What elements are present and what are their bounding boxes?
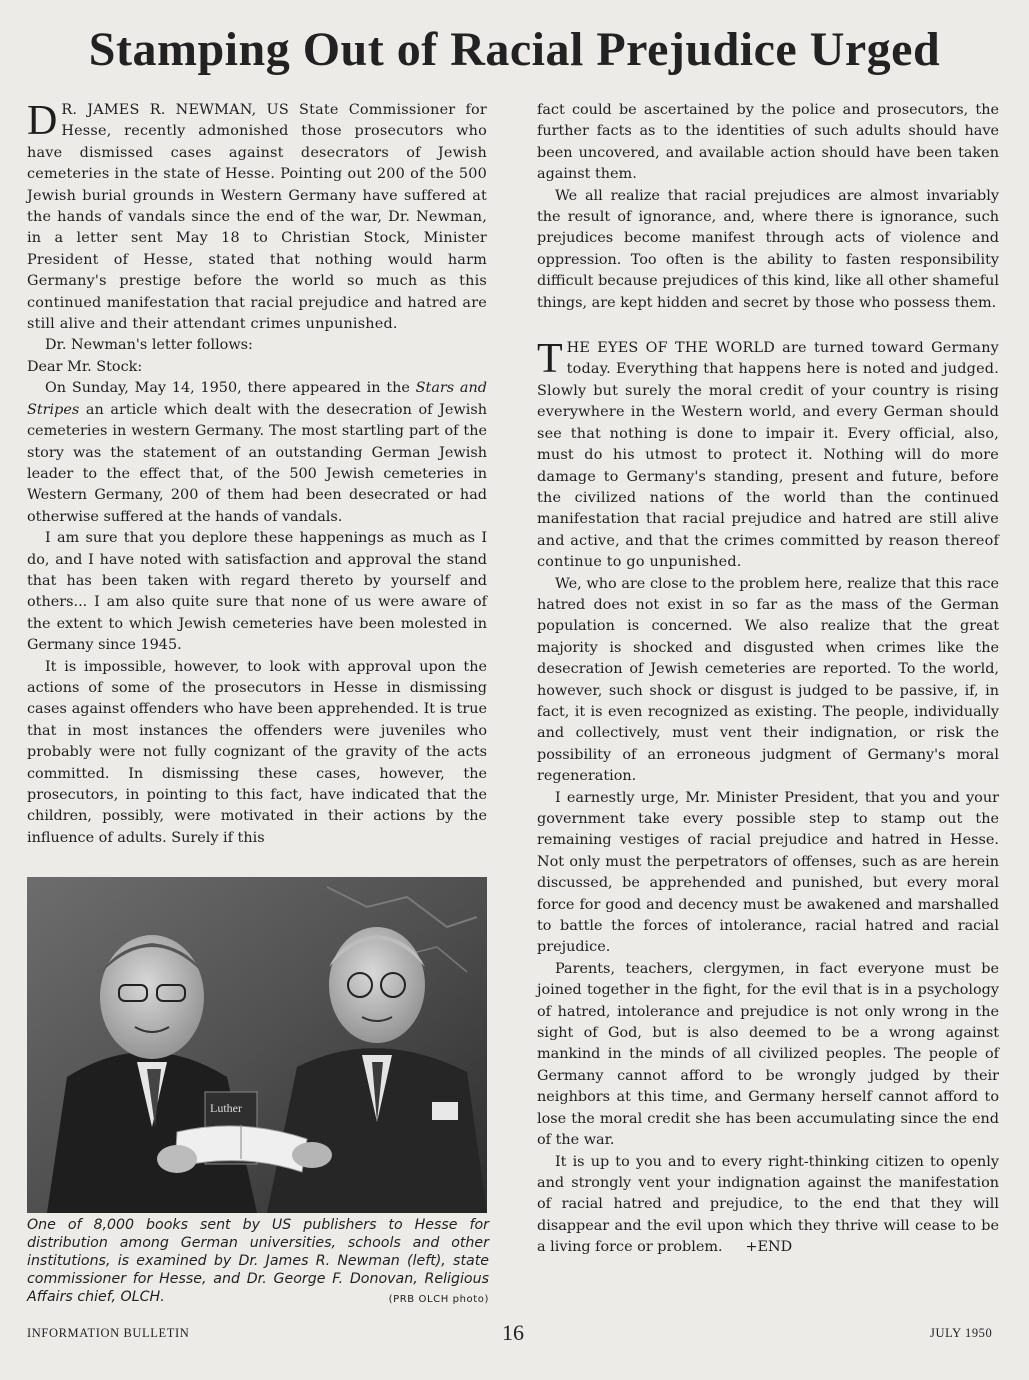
letter-paragraph-3: It is impossible, however, to look with approval upon the actions of some of the prosecutors in Hesse in dismissing cases against offenders who have been apprehended. It is true that in most instances the offenders were juveniles who probably were not fully cognizant of the gravity of the acts committed. In dismissing these cases, however, the prosecutors, in pointing to this fact, have indicated that the children, possibly, were motivated in their actions by the influence of adults. Surely if this [27, 658, 487, 846]
paragraph-ignorance: We all realize that racial prejudices are almost invariably the result of ignorance, and, where there is ignorance, such prejudices become manifest through acts of violence and oppression. Too often is the ability to fasten responsibility difficult because prejudices of this kind, like all other shameful things, are kept hidden and secret by those who possess them. [537, 187, 999, 311]
photo-caption [27, 1216, 489, 1309]
lead-paragraph [27, 100, 487, 335]
paragraph-urge: I earnestly urge, Mr. Minister President, that you and your government take every possible step to stamp out the remaining vestiges of racial prejudice and hatred in Hesse. Not only must the perpetrators of offenses, such as are herein discussed, be apprehended and punished, but every moral force for good and decency must be awakened and marshalled to battle the forces of intolerance, racial hatred and racial prejudice. [537, 789, 999, 956]
footer-publication: INFORMATION BULLETIN [27, 1326, 190, 1340]
text-run: On Sunday, May 14, 1950, there appeared in the [45, 380, 416, 397]
end-mark: +END [745, 1239, 793, 1256]
text-run: an article which dealt with the desecration of Jewish cemeteries in western Germany. The most startling part of the story was the statement of an outstanding German Jewish leader to the effect that, of the 500 Jewish cemeteries in Western Germany, 200 of them had been desecrated or had otherwise suffered at the hands of vandals. [27, 401, 487, 525]
section-lead-paragraph [537, 338, 999, 573]
paragraph-parents: Parents, teachers, clergymen, in fact everyone must be joined together in the fight, for the evil that is in a psychology of hatred, intolerance and prejudice is not only wrong in the sight of God, but is also deemed to be a wrong against mankind in the minds of all civilized peoples. The people of Germany cannot afford to be wrongly judged by their neighbors at this time, and Germany herself cannot afford to lose the moral credit she has been accumulating since the end of the war. [537, 960, 999, 1149]
drop-cap: T [537, 336, 563, 383]
photo-illustration [27, 877, 487, 1213]
photo-credit: (PRB OLCH photo) [388, 1294, 489, 1305]
page-title: Stamping Out of Racial Prejudice Urged [88, 23, 941, 76]
letter-intro: Dr. Newman's letter follows: [45, 337, 253, 354]
letter-paragraph-1 [27, 378, 487, 528]
paragraph-closing [537, 1152, 999, 1259]
article-column-right [537, 100, 999, 1259]
letter-paragraph-2: I am sure that you deplore these happenings as much as I do, and I have noted with satisfaction and approval the stand that has been taken with regard thereto by yourself and others... I am also quite sure that none of us were aware of the extent to which Jewish cemeteries have been molested in Germany since 1945. [27, 530, 487, 654]
publication-name: Stars and Stripes [27, 380, 487, 418]
drop-cap: D [27, 98, 58, 144]
lead-text: HE EYES OF THE WORLD are turned toward Germany today. Everything that happens here is noted and judged. Slowly but surely the moral credit of your country is rising everywhere in the Western world, and every German should see that nothing is done to impair it. Every official, also, must do his utmost to protect it. Nothing will do more damage to Germany's standing, present and future, before the civilized nations of the world than the continued manifestation that racial prejudice and hatred are still alive and active, and that the crimes committed by reason thereof continue to go unpunished. [537, 340, 999, 571]
closing-text: It is up to you and to every right-thinking citizen to openly and strongly vent your indignation against the manifestation of racial hatred and prejudice, to the end that they will disappear and the evil upon which they thrive will cease to be a living force or problem. [537, 1153, 999, 1256]
book-spine-label: Luther [210, 1101, 242, 1115]
letter-salutation: Dear Mr. Stock: [27, 358, 143, 375]
footer-date: JULY 1950 [930, 1326, 993, 1340]
page-number: 16 [502, 1320, 524, 1345]
caption-text: One of 8,000 books sent by US publishers to Hesse for distribution among German universities, schools and other institutions, is examined by Dr. James R. Newman (left), state commissioner for Hesse, and Dr. George F. Donovan, Religious Affairs chief, OLCH. [27, 1217, 489, 1305]
lead-text: R. JAMES R. NEWMAN, US State Commissioner for Hesse, recently admonished those prosecutors who have dismissed cases against desecrators of Jewish cemeteries in the state of Hesse. Pointing out 200 of the 500 Jewish burial grounds in Western Germany have suffered at the hands of vandals since the end of the war, Dr. Newman, in a letter sent May 18 to Christian Stock, Minister President of Hesse, stated that nothing would harm Germany's prestige before the world so much as this continued manifestation that racial prejudice and hatred are still alive and their attendant crimes unpunished. [27, 102, 487, 333]
article-photo [27, 877, 487, 1213]
continued-paragraph: fact could be ascertained by the police and prosecutors, the further facts as to the identities of such adults should have been uncovered, and available action should have been taken against them. [537, 102, 999, 183]
article-column-left [27, 100, 487, 849]
section-gap [537, 314, 999, 338]
paragraph-race-hatred: We, who are close to the problem here, realize that this race hatred does not exist in so far as the mass of the German population is concerned. We also realize that the great majority is shocked and disgusted when crimes like the desecration of Jewish cemeteries are reported. To the world, however, such shock or disgust is judged to be passive, if, in fact, it is even recognized as existing. The people, individually and collectively, must vent their indignation, or risk the possibility of an erroneous judgment of Germany's moral regeneration. [537, 575, 999, 785]
